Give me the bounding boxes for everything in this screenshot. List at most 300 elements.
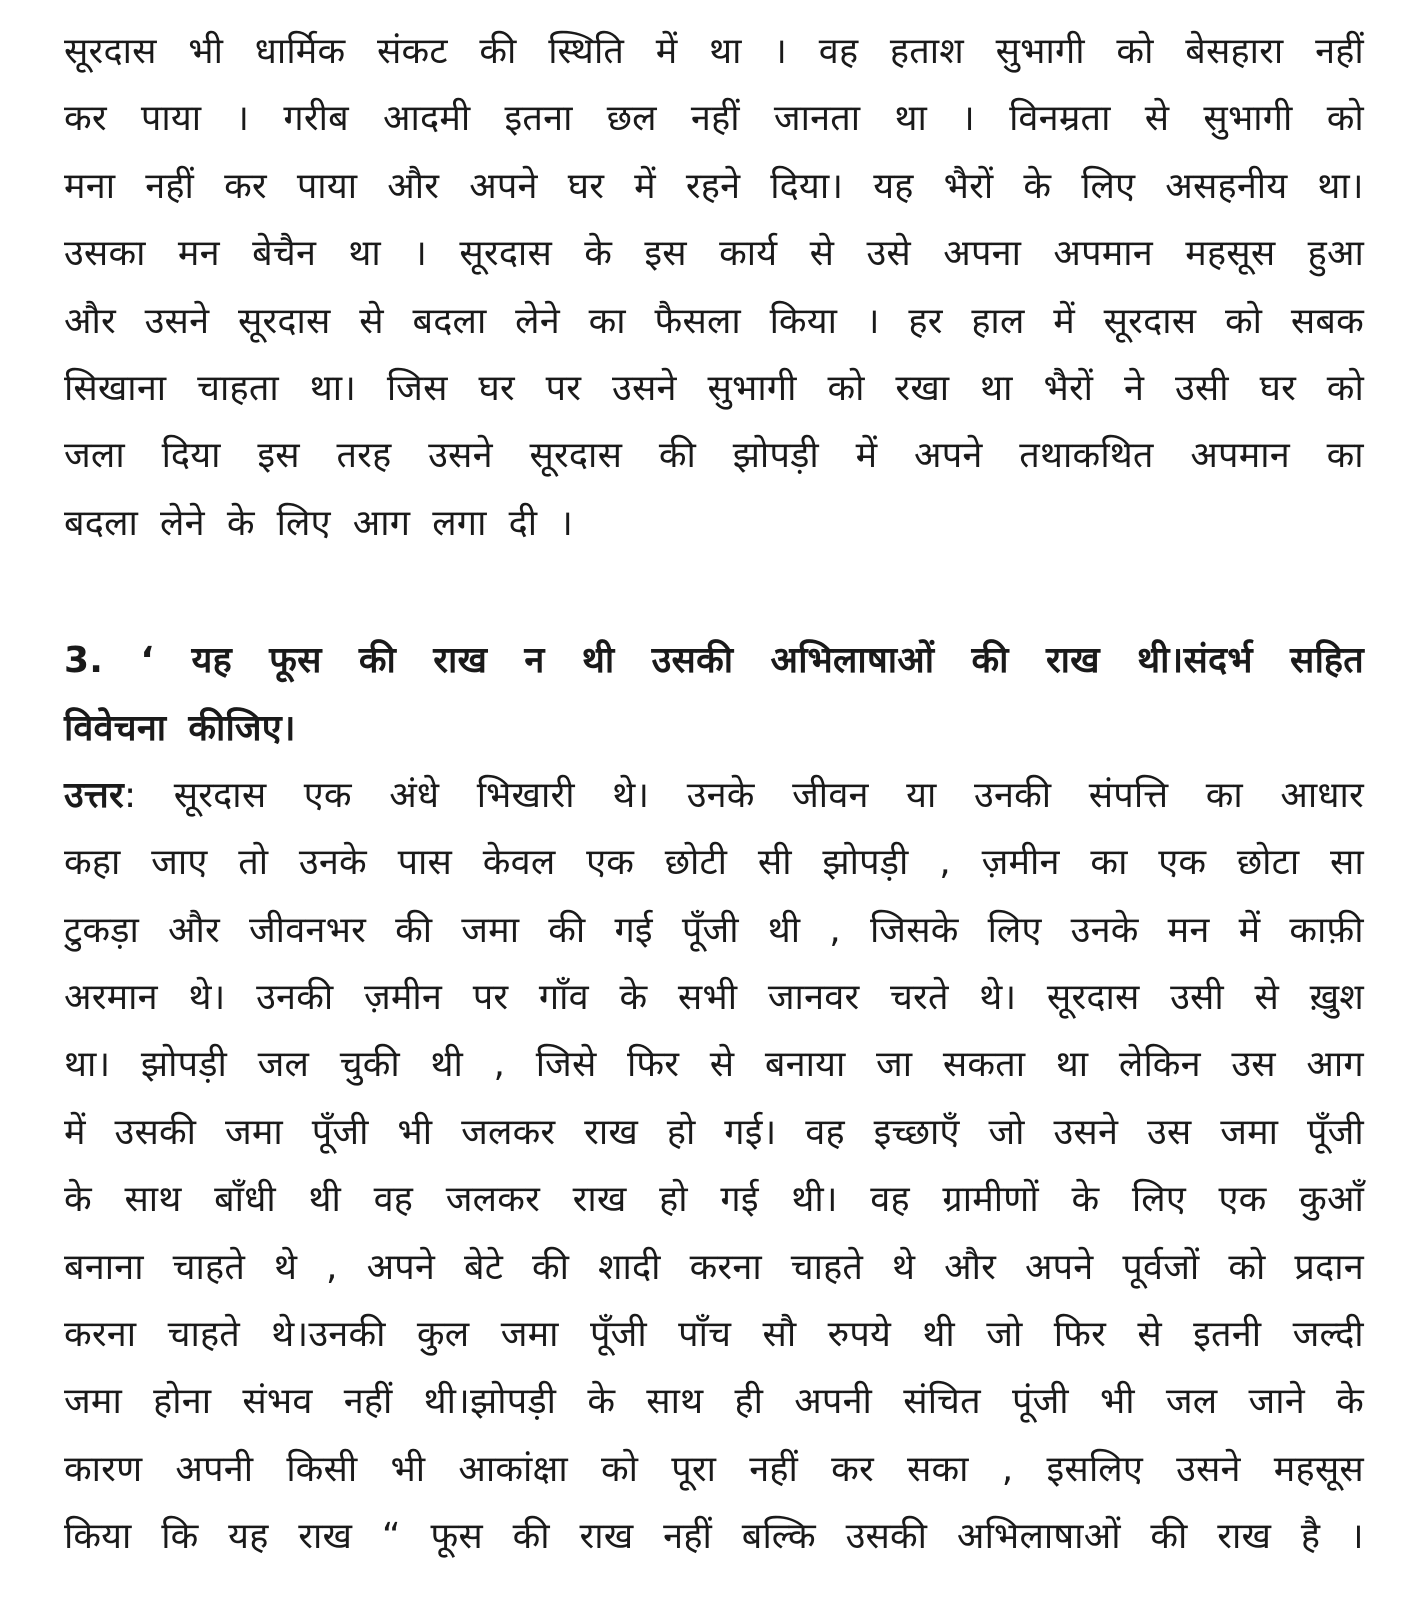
word: राख	[584, 1111, 639, 1153]
word: गई	[614, 909, 653, 951]
word: थी	[922, 1314, 955, 1356]
text-line	[64, 153, 1364, 220]
word: पास	[397, 842, 453, 884]
word: आग	[1306, 1044, 1364, 1086]
word: भी	[188, 31, 224, 72]
word: विवेचना	[64, 707, 167, 749]
word: सहित	[1290, 640, 1364, 682]
word: सी	[757, 842, 792, 884]
word: ।	[559, 502, 574, 544]
text-line	[64, 1166, 1364, 1233]
text-line	[64, 18, 1364, 85]
word: के	[226, 502, 255, 544]
word: अरमान	[64, 977, 158, 1019]
word: जिसके	[869, 909, 959, 951]
text-line	[64, 1503, 1364, 1570]
word: नहीं	[1315, 31, 1364, 72]
word: होना	[153, 1381, 212, 1423]
word: आधार	[1280, 774, 1364, 816]
word: की	[1150, 1516, 1188, 1558]
word: बेचैन	[252, 233, 317, 275]
word: लिए	[1081, 165, 1136, 207]
paragraph-gap	[64, 557, 1364, 627]
word: फूस	[430, 1516, 483, 1558]
word: ।	[413, 233, 428, 275]
word: जल	[257, 1044, 310, 1086]
word: और	[387, 165, 440, 207]
word: अंधे	[389, 774, 440, 816]
word: थे।उनकी	[271, 1314, 386, 1356]
word: जमा	[1220, 1111, 1279, 1153]
word: टुकड़ा	[64, 909, 139, 951]
word: महसूस	[1185, 233, 1276, 275]
word: और	[64, 300, 116, 342]
word: थी।संदर्भ	[1137, 640, 1253, 682]
word: आग	[352, 502, 411, 544]
word: कुआँ	[1299, 1179, 1364, 1221]
word: वह	[818, 31, 859, 72]
word: कीजिए।	[188, 707, 296, 749]
text-line	[64, 422, 1364, 489]
word: साथ	[124, 1179, 182, 1221]
word: का	[588, 300, 626, 342]
word: की	[531, 1246, 570, 1288]
word: हो	[659, 1179, 688, 1221]
word: ।	[773, 31, 788, 72]
word: का	[1205, 774, 1243, 816]
word: वह	[373, 1179, 414, 1221]
word: के	[587, 1381, 616, 1423]
word: करना	[689, 1246, 762, 1288]
word: के	[619, 977, 648, 1019]
word: बदला	[412, 300, 487, 342]
word: या	[906, 774, 937, 816]
word: थे।	[979, 977, 1017, 1019]
word: असहनीय	[1165, 165, 1288, 207]
word: में	[634, 165, 656, 207]
word: बल्कि	[741, 1516, 816, 1558]
word: था।	[1317, 165, 1364, 207]
word: पूँजी	[311, 1111, 369, 1153]
word: बाँधी	[214, 1179, 276, 1221]
word: पर	[545, 367, 582, 409]
word: सौ	[762, 1314, 797, 1356]
text-line	[64, 355, 1364, 422]
word: ,	[939, 842, 951, 884]
word: उसने	[428, 435, 493, 477]
text-line	[64, 1234, 1364, 1301]
word: दिया।	[770, 165, 844, 207]
word: घर	[478, 367, 515, 409]
word: इतनी	[1193, 1314, 1262, 1356]
word: बेटे	[463, 1246, 504, 1288]
word: ‘	[140, 640, 155, 682]
word: अपने	[366, 1246, 436, 1288]
word: की	[358, 640, 397, 682]
word: जानवर	[767, 977, 860, 1019]
word: सूरदास	[459, 233, 552, 275]
word: संचित	[903, 1381, 981, 1423]
word: उसी	[1170, 977, 1224, 1019]
text-line	[64, 1301, 1364, 1368]
word: राख	[433, 640, 488, 682]
word: पूंजी	[1011, 1381, 1069, 1423]
word: था।	[64, 1044, 111, 1086]
word: कर	[831, 1448, 874, 1490]
word: अभिलाषाओं	[770, 640, 935, 682]
word: जानता	[773, 98, 861, 140]
word: तो	[238, 842, 269, 884]
word: नहीं	[145, 165, 195, 207]
word: थे	[273, 1246, 298, 1288]
word: थी	[308, 1179, 341, 1221]
word: काफ़ी	[1289, 909, 1364, 951]
word: जल्दी	[1292, 1314, 1364, 1356]
word: शादी	[598, 1246, 661, 1288]
word: के	[64, 1179, 92, 1221]
word: इच्छाएँ	[873, 1111, 960, 1153]
word: हुआ	[1307, 233, 1364, 275]
word: को	[1228, 1246, 1266, 1288]
word: सा	[1330, 842, 1364, 884]
word: किसी	[286, 1448, 358, 1490]
word: ,	[829, 909, 841, 951]
word: धार्मिक	[254, 31, 346, 72]
word: सूरदास	[1103, 300, 1197, 342]
word: से	[359, 300, 384, 342]
word: प्रदान	[1294, 1246, 1364, 1288]
word: इसलिए	[1046, 1448, 1143, 1490]
word: चाहते	[790, 1246, 864, 1288]
word: जलकर	[461, 1111, 556, 1153]
word: चाहता	[197, 367, 279, 409]
word: उसे	[866, 233, 911, 275]
word: मना	[64, 165, 116, 207]
word: लिए	[1131, 1179, 1186, 1221]
word: थे।	[188, 977, 226, 1019]
word: झोपड़ी	[140, 1044, 228, 1086]
word: गाँव	[538, 977, 589, 1019]
word: मन	[177, 233, 220, 275]
word: सकता	[942, 1044, 1026, 1086]
word: यह	[191, 640, 232, 682]
word: लिए	[276, 502, 331, 544]
word: जाए	[151, 842, 208, 884]
word: न	[524, 640, 545, 682]
word: लेकिन	[1118, 1044, 1201, 1086]
word: में	[855, 435, 878, 477]
word: दिया	[161, 435, 221, 477]
word: एक	[586, 842, 635, 884]
word: ,	[493, 1044, 506, 1086]
word: हाल	[971, 300, 1025, 342]
word: करना	[64, 1314, 137, 1356]
word: राख	[1217, 1516, 1272, 1558]
word: गरीब	[283, 98, 349, 140]
word: किया	[769, 300, 838, 342]
word: ने	[1124, 367, 1145, 409]
word: में	[1238, 909, 1261, 951]
word: इस	[257, 435, 300, 477]
word: उस	[1146, 1111, 1192, 1153]
word: थी	[767, 909, 801, 951]
word: उसकी	[845, 1516, 928, 1558]
word: भी	[1099, 1381, 1135, 1423]
word: सुभागी	[707, 367, 797, 409]
word: राख	[298, 1516, 353, 1558]
word: सूरदास	[64, 31, 157, 72]
word: की	[971, 640, 1009, 682]
word: दी	[508, 502, 538, 544]
word: नहीं	[343, 1381, 393, 1423]
word: थी	[581, 640, 615, 682]
word: था	[894, 98, 927, 140]
word: अभिलाषाओं	[956, 1516, 1121, 1558]
word: पाँच	[678, 1314, 732, 1356]
word: हताश	[889, 31, 964, 72]
word: भिखारी	[476, 774, 575, 816]
text-line	[64, 1436, 1364, 1503]
word: थी।झोपड़ी	[423, 1381, 557, 1423]
question-heading	[64, 627, 1364, 762]
word: जीवनभर	[248, 909, 367, 951]
word: अपनी	[175, 1448, 254, 1490]
word: संकट	[376, 31, 448, 72]
word: राख	[1045, 640, 1100, 682]
word: महसूस	[1273, 1448, 1364, 1490]
word: सिखाना	[64, 367, 167, 409]
word: जो	[986, 1314, 1023, 1356]
word: छोटी	[664, 842, 728, 884]
word: जा	[876, 1044, 913, 1086]
word: सभी	[677, 977, 738, 1019]
word: साथ	[646, 1381, 704, 1423]
text-line	[64, 1099, 1364, 1166]
word: ।	[1349, 1516, 1364, 1558]
text-line	[64, 897, 1364, 964]
word: में	[655, 31, 678, 72]
word: राख	[572, 1179, 627, 1221]
text-line	[64, 829, 1364, 896]
word: उनके	[686, 774, 755, 816]
word: सूरदास	[173, 774, 267, 816]
word: लेने	[160, 502, 205, 544]
word: नहीं	[749, 1448, 799, 1490]
word: फूस	[269, 640, 322, 682]
word: अपनी	[794, 1381, 873, 1423]
word: कुल	[416, 1314, 470, 1356]
word: से	[1254, 977, 1280, 1019]
word: ।	[235, 98, 250, 140]
word: चाहते	[172, 1246, 246, 1288]
word: जिस	[386, 367, 448, 409]
word: फिर	[1053, 1314, 1107, 1356]
word: से	[1137, 1314, 1162, 1356]
word: रखा	[895, 367, 950, 409]
word: की	[548, 909, 586, 951]
word: उनके	[1070, 909, 1139, 951]
word: में	[1053, 300, 1075, 342]
word: की	[395, 909, 433, 951]
word: उसने	[144, 300, 210, 342]
word: आकांक्षा	[458, 1448, 568, 1490]
word: 3.	[64, 640, 104, 682]
word: स्थिति	[548, 31, 625, 72]
word: था	[1055, 1044, 1089, 1086]
word: थी	[430, 1044, 463, 1086]
word: ।	[961, 98, 975, 140]
word: उसका	[64, 233, 146, 275]
word: छल	[606, 98, 657, 140]
word: उस	[1231, 1044, 1276, 1086]
word: तरह	[336, 435, 392, 477]
word: की	[512, 1516, 550, 1558]
word: पाया	[140, 98, 202, 140]
word: फैसला	[654, 300, 741, 342]
word: आदमी	[383, 98, 471, 140]
word: का	[1090, 842, 1128, 884]
word: और	[944, 1246, 997, 1288]
word: अपने	[1024, 1246, 1094, 1288]
word: गई	[720, 1179, 759, 1221]
word: घर	[567, 165, 605, 207]
word: अपने	[469, 165, 538, 207]
word: को	[600, 1448, 639, 1490]
word: जाने	[1248, 1381, 1305, 1423]
word: ख़ुश	[1309, 977, 1364, 1019]
word: झोपड़ी	[822, 842, 909, 884]
word: पूँजी	[589, 1314, 647, 1356]
text-line	[64, 288, 1364, 355]
text-line	[64, 220, 1364, 287]
word: थे।	[612, 774, 650, 816]
word: संभव	[242, 1381, 313, 1423]
word: जमा	[500, 1314, 559, 1356]
word: उसी	[1175, 367, 1229, 409]
word: कर	[64, 98, 107, 140]
word: एक	[1218, 1179, 1267, 1221]
word: को	[1224, 300, 1263, 342]
word: पूँजी	[681, 909, 739, 951]
word: जमा	[224, 1111, 283, 1153]
answer-first-line	[64, 762, 1364, 829]
word: कार्य	[719, 233, 778, 275]
word: अपने	[914, 435, 983, 477]
word: कर	[224, 165, 267, 207]
word: को	[827, 367, 865, 409]
word: ग्रामीणों	[942, 1179, 1039, 1221]
word: थे	[892, 1246, 916, 1288]
word: रुपये	[827, 1314, 892, 1356]
word: जलकर	[445, 1179, 541, 1221]
word: सका	[907, 1448, 969, 1490]
word: वह	[805, 1111, 845, 1153]
word: चुकी	[339, 1044, 400, 1086]
word: भैरों	[943, 165, 994, 207]
text-line	[64, 964, 1364, 1031]
word: ,	[1001, 1448, 1014, 1490]
word: लगा	[432, 502, 487, 544]
word: जमा	[64, 1381, 122, 1423]
continuation-paragraph	[64, 18, 1364, 557]
answer-paragraph	[64, 762, 1364, 1571]
word: जिसे	[535, 1044, 597, 1086]
word: कहा	[64, 842, 121, 884]
word: ही	[734, 1381, 764, 1423]
word: और	[168, 909, 220, 951]
word: इस	[644, 233, 687, 275]
word: का	[1326, 435, 1364, 477]
word: को	[1326, 98, 1364, 140]
word: कारण	[64, 1448, 143, 1490]
word: गई।	[724, 1111, 777, 1153]
text-line	[64, 490, 1364, 557]
word: घर	[1259, 367, 1296, 409]
word: था	[980, 367, 1013, 409]
word: चाहते	[167, 1314, 240, 1356]
word: पूरा	[671, 1448, 717, 1490]
word: को	[1116, 31, 1154, 72]
word: था।	[309, 367, 357, 409]
word: सुभागी	[1203, 98, 1293, 140]
word: ,	[326, 1246, 338, 1288]
word: जमा	[461, 909, 520, 951]
word: उसने	[1176, 1448, 1241, 1490]
word: जल	[1165, 1381, 1218, 1423]
word: लेने	[515, 300, 560, 342]
word: उसने	[612, 367, 677, 409]
word: भी	[390, 1448, 426, 1490]
word: जला	[64, 435, 125, 477]
word: मन	[1167, 909, 1210, 951]
word: किया	[64, 1516, 132, 1558]
word: लिए	[987, 909, 1042, 951]
word: एक	[1158, 842, 1207, 884]
word: उसकी	[114, 1111, 197, 1153]
word: है	[1300, 1516, 1321, 1558]
word: वह	[870, 1179, 910, 1221]
word: की	[658, 435, 696, 477]
document-page	[64, 18, 1364, 1571]
word: से	[709, 1044, 735, 1086]
word: जीवन	[792, 774, 869, 816]
word: पूँजी	[1306, 1111, 1364, 1153]
word: के	[1023, 165, 1052, 207]
word: उनके	[298, 842, 367, 884]
word: उनकी	[256, 977, 334, 1019]
word: में	[64, 1111, 86, 1153]
word: पूर्वजों	[1122, 1246, 1200, 1288]
word: था	[348, 233, 381, 275]
question-line	[64, 695, 1364, 762]
word: को	[1326, 367, 1364, 409]
word: छोटा	[1236, 842, 1300, 884]
word: बनाया	[764, 1044, 846, 1086]
word: उसकी	[651, 640, 734, 682]
word: के	[584, 233, 613, 275]
word: के	[1336, 1381, 1364, 1423]
word: जो	[988, 1111, 1025, 1153]
word: उनकी	[974, 774, 1052, 816]
word: की	[479, 31, 517, 72]
word: हो	[666, 1111, 696, 1153]
word: फिर	[627, 1044, 680, 1086]
word: चरते	[889, 977, 949, 1019]
word: इतना	[504, 98, 573, 140]
word: बनाना	[64, 1246, 144, 1288]
word: थी।	[791, 1179, 838, 1221]
word: सूरदास	[237, 300, 331, 342]
